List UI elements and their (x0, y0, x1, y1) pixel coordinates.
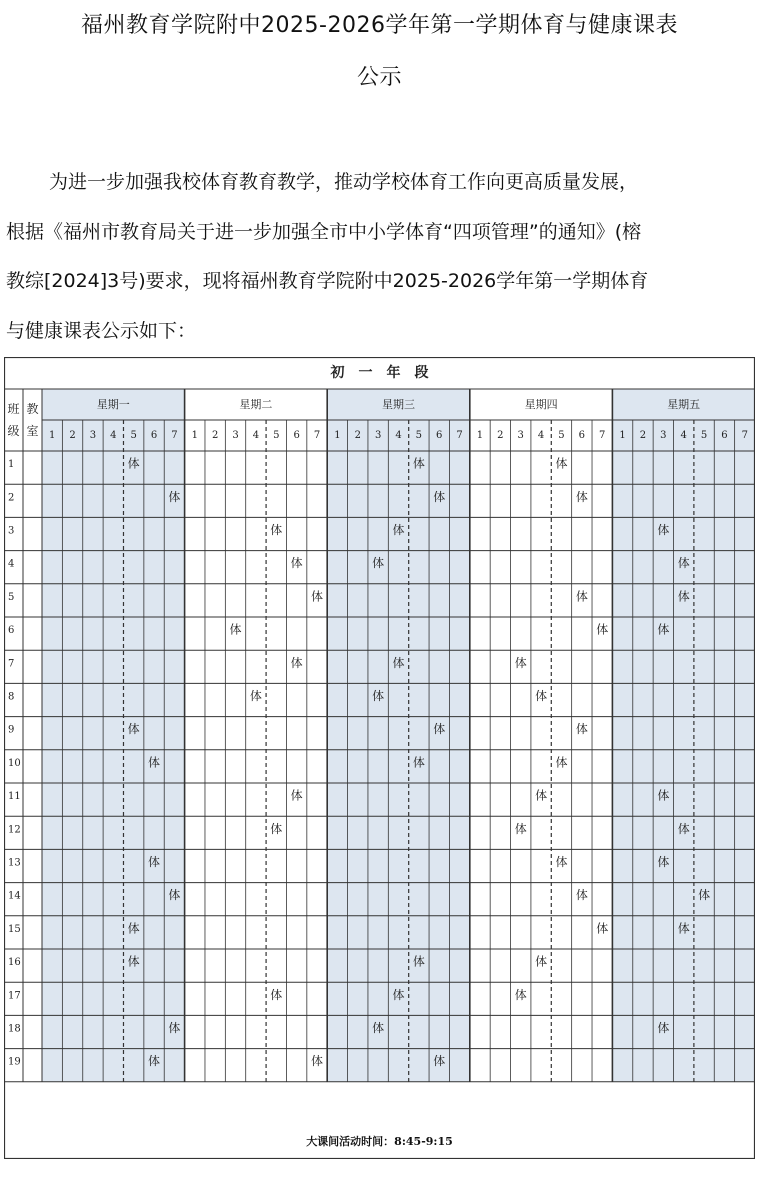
pe-class-mark: 体 (270, 523, 283, 537)
period-header: 1 (476, 430, 484, 441)
day-header: 星期三 (382, 398, 415, 411)
pe-class-mark: 体 (392, 655, 405, 670)
pe-class-mark: 体 (596, 921, 609, 936)
pe-class-mark: 体 (677, 589, 690, 604)
class-number: 1 (8, 459, 15, 471)
class-number: 17 (8, 990, 21, 1002)
period-header: 1 (334, 430, 341, 441)
shaded-day-column (327, 389, 470, 1082)
pe-class-mark: 体 (657, 523, 670, 537)
pe-class-mark: 体 (148, 855, 161, 869)
break-activity-time: 大课间活动时间：8:45-9:15 (306, 1135, 453, 1148)
page-title-line2: 公示 (356, 65, 402, 90)
period-header: 4 (680, 430, 687, 441)
day-header: 星期四 (524, 398, 558, 411)
pe-class-mark: 体 (575, 489, 588, 504)
pe-class-mark: 体 (290, 788, 303, 803)
pe-class-mark: 体 (311, 1054, 324, 1069)
pe-class-mark: 体 (168, 1021, 181, 1035)
pe-class-mark: 体 (249, 689, 262, 703)
pe-class-mark: 体 (412, 755, 425, 770)
class-number: 16 (8, 957, 21, 969)
pe-class-mark: 体 (575, 888, 588, 903)
shaded-day-column (612, 389, 755, 1082)
period-header: 3 (517, 430, 524, 441)
class-number: 4 (8, 558, 15, 570)
period-header: 1 (48, 430, 56, 441)
notice-paragraph-line: 为进一步加强我校体育教育教学，推动学校体育工作向更高质量发展， (49, 171, 639, 193)
class-number: 6 (8, 625, 15, 637)
pe-class-mark: 体 (412, 456, 425, 471)
pe-class-mark: 体 (535, 689, 548, 703)
pe-class-mark: 体 (168, 489, 181, 504)
period-header: 6 (578, 430, 586, 441)
class-number: 11 (8, 791, 21, 803)
pe-class-mark: 体 (168, 888, 181, 903)
pe-class-mark: 体 (698, 888, 711, 903)
period-header: 5 (273, 430, 280, 441)
class-number: 7 (8, 658, 15, 670)
class-number: 5 (8, 591, 15, 603)
period-header: 6 (721, 430, 728, 441)
pe-class-mark: 体 (677, 821, 690, 836)
class-number: 12 (8, 824, 21, 836)
period-header: 3 (374, 430, 382, 441)
class-number: 10 (8, 757, 21, 769)
period-header: 5 (558, 430, 565, 441)
pe-class-mark: 体 (657, 1021, 670, 1035)
pe-class-mark: 体 (575, 589, 588, 604)
pe-class-mark: 体 (433, 1054, 446, 1069)
pe-class-mark: 体 (412, 954, 425, 969)
class-header: 级 (7, 424, 20, 438)
pe-class-mark: 体 (372, 689, 385, 703)
period-header: 2 (69, 430, 76, 441)
pe-class-mark: 体 (433, 722, 446, 737)
period-header: 5 (700, 430, 708, 441)
pe-class-mark: 体 (514, 987, 527, 1002)
period-header: 2 (639, 430, 647, 441)
class-number: 13 (8, 857, 21, 869)
pe-class-mark: 体 (127, 954, 140, 969)
class-number: 3 (8, 525, 15, 537)
period-header: 5 (415, 430, 423, 441)
period-header: 4 (110, 430, 117, 441)
notice-paragraph-line: 教综[2024]3号)要求，现将福州教育学院附中2025-2026学年第一学期体育 (6, 270, 649, 292)
pe-class-mark: 体 (127, 456, 140, 471)
period-header: 6 (150, 430, 158, 441)
pe-class-mark: 体 (270, 987, 283, 1002)
pe-class-mark: 体 (657, 622, 670, 637)
pe-class-mark: 体 (514, 821, 527, 836)
pe-class-mark: 体 (575, 722, 588, 737)
period-header: 3 (89, 430, 97, 441)
period-header: 4 (395, 430, 402, 441)
pe-class-mark: 体 (270, 821, 283, 836)
period-header: 7 (741, 430, 749, 441)
day-header: 星期一 (96, 398, 130, 411)
period-header: 7 (599, 430, 606, 441)
period-header: 2 (354, 430, 361, 441)
period-header: 2 (211, 430, 219, 441)
pe-class-mark: 体 (148, 755, 161, 770)
pe-class-mark: 体 (229, 622, 242, 637)
period-header: 7 (456, 430, 463, 441)
class-number: 18 (8, 1023, 21, 1035)
page-title: 福州教育学院附中2025-2026学年第一学期体育与健康课表 (81, 13, 678, 38)
period-header: 4 (252, 430, 260, 441)
class-number: 14 (8, 890, 21, 902)
period-header: 4 (537, 430, 545, 441)
pe-class-mark: 体 (555, 855, 568, 869)
pe-class-mark: 体 (514, 655, 527, 670)
day-header: 星期二 (239, 398, 273, 411)
pe-class-mark: 体 (433, 489, 446, 504)
period-header: 3 (232, 430, 239, 441)
pe-class-mark: 体 (657, 788, 670, 803)
period-header: 7 (171, 430, 178, 441)
pe-class-mark: 体 (290, 655, 303, 670)
period-header: 1 (619, 430, 626, 441)
period-header: 7 (313, 430, 321, 441)
pe-class-mark: 体 (372, 1021, 385, 1035)
room-header: 室 (26, 424, 39, 438)
pe-class-mark: 体 (657, 855, 670, 869)
notice-paragraph-line: 根据《福州市教育局关于进一步加强全市中小学体育“四项管理”的通知》(榕 (6, 221, 642, 243)
class-number: 2 (8, 492, 15, 504)
grade-title: 初 一 年 段 (330, 365, 429, 381)
pe-class-mark: 体 (392, 523, 405, 537)
period-header: 6 (293, 430, 300, 441)
class-header: 班 (7, 402, 20, 416)
pe-class-mark: 体 (127, 921, 140, 936)
pe-class-mark: 体 (555, 755, 568, 770)
class-number: 8 (8, 691, 15, 703)
pe-class-mark: 体 (535, 954, 548, 969)
pe-class-mark: 体 (677, 921, 690, 936)
pe-schedule-table (4, 357, 755, 1163)
pe-class-mark: 体 (596, 622, 609, 637)
pe-class-mark: 体 (392, 987, 405, 1002)
class-number: 19 (8, 1056, 21, 1068)
period-header: 2 (497, 430, 504, 441)
notice-paragraph-line: 与健康课表公示如下： (6, 320, 197, 342)
pe-class-mark: 体 (535, 788, 548, 803)
period-header: 1 (191, 430, 198, 441)
period-header: 6 (436, 430, 443, 441)
pe-class-mark: 体 (311, 589, 324, 604)
period-header: 5 (130, 430, 137, 441)
pe-class-mark: 体 (677, 556, 690, 571)
period-header: 3 (660, 430, 667, 441)
pe-class-mark: 体 (555, 456, 568, 471)
shaded-day-column (42, 389, 185, 1082)
class-number: 9 (8, 724, 15, 736)
pe-class-mark: 体 (290, 556, 303, 571)
pe-class-mark: 体 (127, 722, 140, 737)
day-header: 星期五 (667, 398, 701, 411)
class-number: 15 (8, 923, 21, 935)
pe-class-mark: 体 (148, 1054, 161, 1069)
room-header: 教 (26, 402, 39, 416)
pe-class-mark: 体 (372, 556, 385, 571)
